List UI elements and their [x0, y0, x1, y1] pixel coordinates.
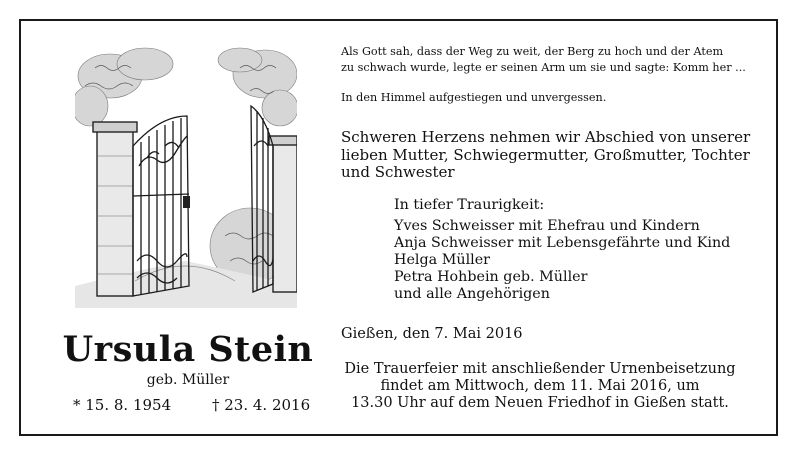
deceased-name: Ursula Stein [62, 329, 314, 370]
funeral-service-info [330, 361, 750, 411]
mourner-entry: Anja Schweisser mit Lebensgefährte und Kind [394, 235, 731, 251]
maiden-name: geb. Müller [146, 372, 230, 388]
service-line: 13.30 Uhr auf dem Neuen Friedhof in Gießen statt. [351, 394, 729, 411]
death-date: † 23. 4. 2016 [212, 396, 311, 414]
memorial-quote [341, 44, 761, 106]
quote-line: zu schwach wurde, legte er seinen Arm um sie und sagte: Komm her ... [341, 61, 746, 74]
mourner-entry: und alle Angehörigen [394, 286, 550, 302]
mourners-list [394, 197, 774, 303]
garden-gate-icon [75, 46, 297, 308]
mourner-entry: Helga Müller [394, 252, 491, 268]
mourner-entry: Yves Schweisser mit Ehefrau und Kindern [394, 218, 700, 234]
farewell-text [341, 129, 761, 182]
mourners-heading: In tiefer Traurigkeit: [394, 197, 545, 213]
quote-line: In den Himmel aufgestiegen und unvergessen. [341, 91, 607, 104]
mourner-entry: Petra Hohbein geb. Müller [394, 269, 588, 285]
farewell-line: und Schwester [341, 163, 455, 181]
place-and-date: Gießen, den 7. Mai 2016 [341, 326, 523, 342]
farewell-line: lieben Mutter, Schwiegermutter, Großmutter, Tochter [341, 145, 750, 164]
quote-line: Als Gott sah, dass der Weg zu weit, der Berg zu hoch und der Atem [341, 45, 724, 58]
service-line: Die Trauerfeier mit anschließender Urnenbeisetzung [344, 361, 736, 377]
birth-date: * 15. 8. 1954 [73, 396, 172, 414]
farewell-line: Schweren Herzens nehmen wir Abschied von unserer [341, 128, 751, 146]
service-line: findet am Mittwoch, dem 11. Mai 2016, um [380, 377, 700, 394]
